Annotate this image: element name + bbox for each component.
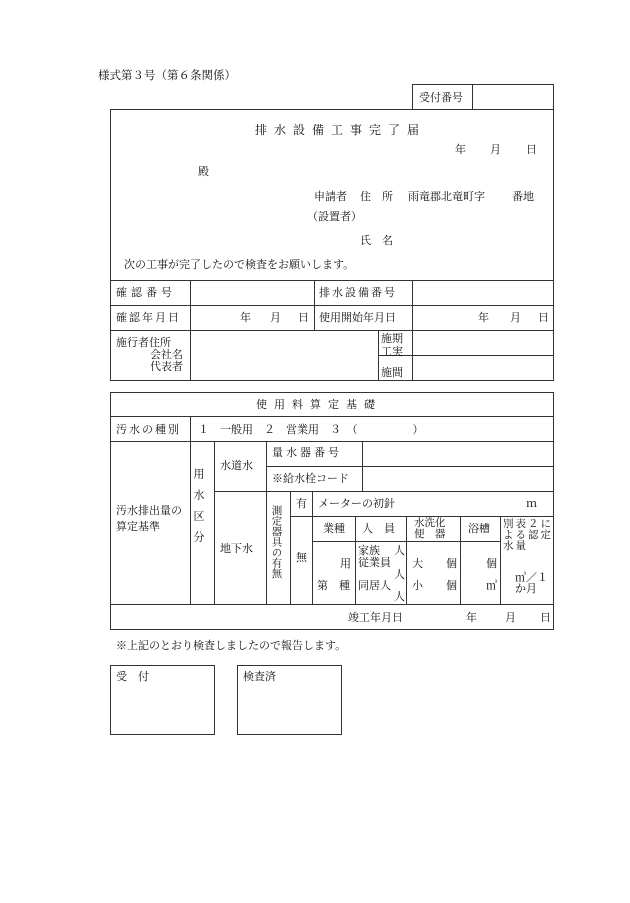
bathtub-cubic-unit: ㎥	[486, 579, 497, 592]
banchi-label: 番地	[512, 190, 534, 203]
business-type-label: 業種	[323, 522, 345, 535]
discharge-basis-label-2: 算定基準	[116, 520, 160, 533]
request-text: 次の工事が完了したので検査をお願いします。	[124, 258, 355, 271]
date-year: 年	[455, 143, 466, 156]
drain-no-label: 排水設備番号	[319, 286, 397, 299]
flush-toilet-label-2: 便 器	[414, 528, 446, 540]
use-start-label: 使用開始年月日	[319, 311, 396, 324]
completion-day: 日	[540, 611, 551, 624]
applicant-label: 申請者	[314, 190, 347, 203]
confirm-month: 月	[270, 311, 281, 324]
confirm-no-label: 確認番号	[116, 286, 176, 299]
completion-month: 月	[505, 611, 516, 624]
tap-water-label: 水道水	[220, 459, 253, 472]
confirm-day: 日	[298, 311, 309, 324]
confirm-date-label: 確認年月日	[116, 311, 181, 324]
hydrant-code-label: ※給水栓コード	[272, 472, 349, 485]
bathtub-large-unit: 個	[486, 557, 497, 570]
footer-note: ※上記のとおり検査しましたので報告します。	[116, 639, 347, 652]
completion-date-label: 竣工年月日	[348, 611, 403, 624]
per-month-unit: ㎥／１か月	[515, 571, 548, 595]
sewage-type-label: 汚水の種別	[116, 423, 181, 436]
bathtub-label: 浴槽	[468, 522, 490, 535]
family-unit: 人	[394, 544, 405, 557]
date-month: 月	[490, 143, 501, 156]
confirm-year: 年	[240, 311, 251, 324]
contractor-label: 施行者住所	[116, 336, 171, 349]
during-label: 施間	[381, 366, 403, 379]
implementation-label: 工実	[381, 345, 403, 358]
form-title: 排水設備工事完了届	[255, 123, 427, 137]
completion-form	[110, 109, 554, 381]
fee-section-title: 使用料算定基礎	[256, 398, 382, 411]
resident-label: 同居人	[358, 579, 391, 592]
use-start-year: 年	[478, 311, 489, 324]
name-label: 氏 名	[360, 234, 393, 247]
address-label: 住 所	[360, 190, 393, 203]
measuring-device-label: 測定器具の有無	[270, 505, 283, 579]
large-label: 大	[412, 557, 423, 570]
small-label: 小	[412, 579, 423, 592]
meter-no-label: 量水器番号	[272, 446, 342, 459]
small-unit: 個	[446, 579, 457, 592]
use-start-month: 月	[510, 311, 521, 324]
form-number: 様式第３号（第６条関係）	[98, 68, 236, 82]
reception-label: 受 付	[116, 670, 149, 683]
discharge-basis-label-1: 汚水排出量の	[116, 504, 182, 517]
use-start-day: 日	[538, 311, 549, 324]
meter-unit: ｍ	[526, 497, 537, 510]
use-label: 用	[340, 557, 351, 570]
installer-label: （設置者）	[307, 210, 362, 223]
no-label: 無	[296, 551, 307, 564]
flush-toilet-label-1: 水洗化	[414, 517, 446, 529]
employee-unit: 人	[394, 568, 405, 581]
receipt-number-field[interactable]	[474, 84, 552, 108]
resident-unit: 人	[394, 590, 405, 603]
period-label: 施期	[381, 332, 403, 345]
water-use-class: 用水区分	[192, 468, 205, 552]
persons-label: 人 員	[362, 522, 395, 535]
large-unit: 個	[446, 557, 457, 570]
addressee-suffix: 殿	[198, 165, 209, 178]
kind-label: 第 種	[317, 579, 350, 592]
ground-water-label: 地下水	[220, 542, 253, 555]
completion-year: 年	[466, 611, 477, 624]
representative-label: 代表者	[150, 360, 183, 373]
meter-initial-label: メーターの初針	[318, 497, 395, 510]
address-value: 雨竜郡北竜町字	[408, 190, 485, 203]
family-label: 家族	[358, 544, 380, 557]
date-day: 日	[526, 143, 537, 156]
inspected-label: 検査済	[243, 670, 276, 683]
sewage-type-options: １ 一般用 ２ 営業用 ３ （ ）	[198, 423, 424, 436]
company-label: 会社名	[150, 348, 183, 361]
receipt-number-label: 受付番号	[419, 91, 463, 104]
table2-label: 別表２による認定水量	[503, 518, 553, 552]
employee-label: 従業員	[358, 556, 391, 569]
yes-label: 有	[296, 497, 307, 510]
